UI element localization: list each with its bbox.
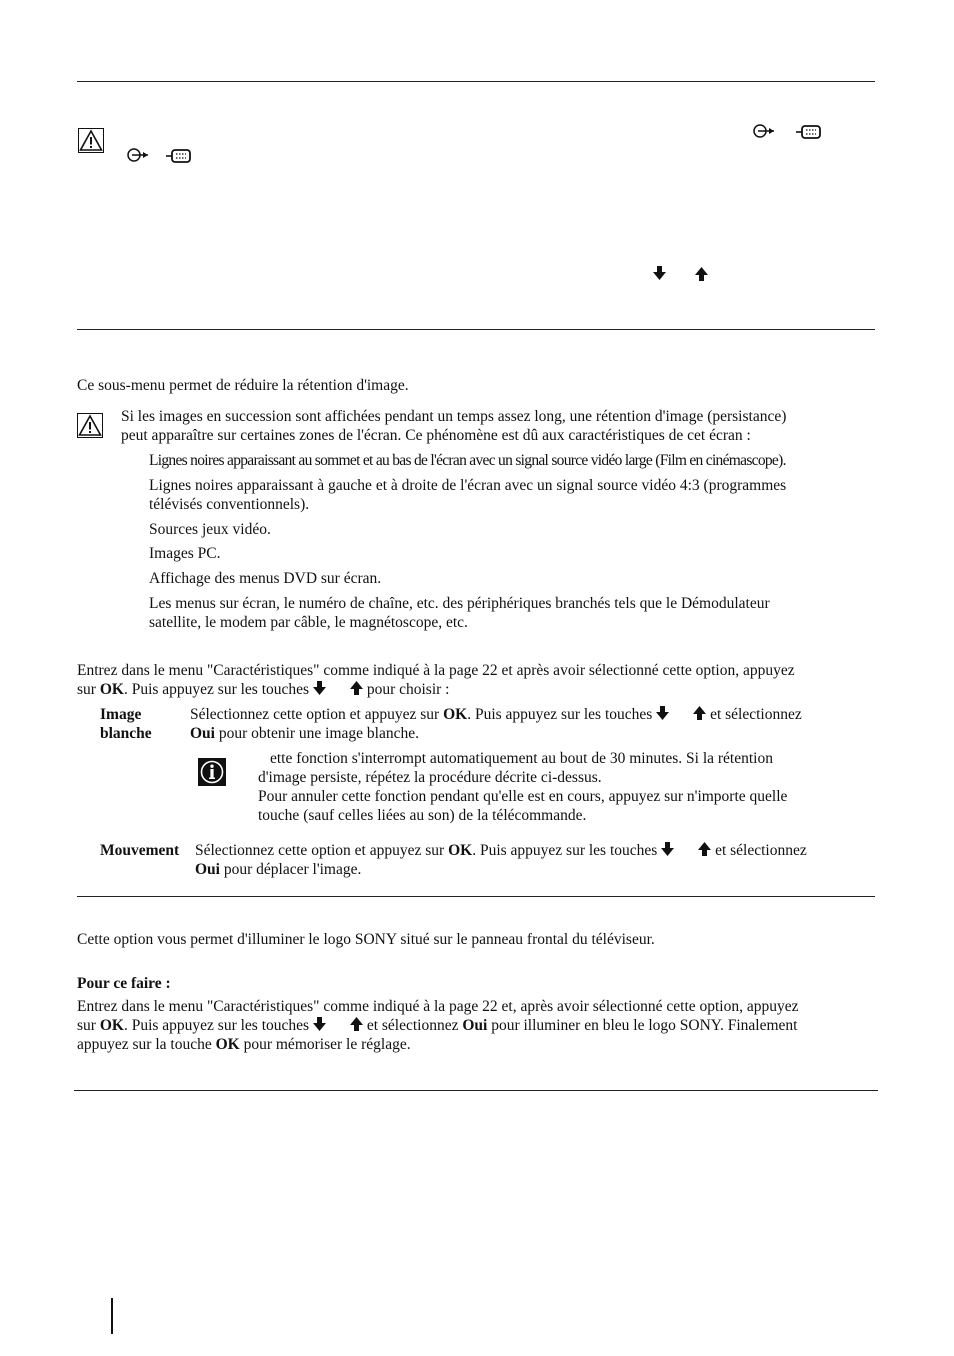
down-arrow-icon [661, 842, 674, 856]
instruction-line: sur OK. Puis appuyez sur les touches pour choisir : [77, 681, 450, 698]
note-line: Pour annuler cette fonction pendant qu'elle est en cours, appuyez sur n'importe quelle [258, 788, 788, 805]
bullet-line: satellite, le modem par câble, le magnétoscope, etc. [149, 614, 468, 631]
bullet-item: Images PC. [149, 545, 221, 562]
warning-icon [78, 128, 104, 153]
page-margin-bar [111, 1298, 113, 1334]
warning-icon [77, 413, 103, 438]
scart-connector-icon [796, 124, 822, 140]
info-note [258, 749, 878, 825]
note-line: touche (sauf celles liées au son) de la télécommande. [258, 807, 587, 824]
option-label-image-blanche: Image blanche [100, 706, 152, 742]
down-arrow-icon [313, 1017, 326, 1031]
ok-key: OK [99, 681, 124, 698]
down-arrow-icon [653, 266, 666, 280]
instruction-paragraph [77, 997, 877, 1054]
bullet-item: Lignes noires apparaissant au sommet et au bas de l'écran avec un signal source vidéo large (Film en cinémascope). [149, 452, 786, 469]
section-intro: Ce sous-menu permet de réduire la rétention d'image. [77, 377, 409, 394]
section-divider-bottom [74, 1090, 878, 1091]
instruction-paragraph [77, 661, 877, 699]
option-desc-mouvement: Sélectionnez cette option et appuyez sur OK. Puis appuyez sur les touches et sélectionnez Oui pour déplacer l'image. [195, 842, 807, 878]
bullet-line: Lignes noires apparaissant à gauche et à droite de l'écran avec un signal source vidéo 4:3 (programmes [149, 477, 787, 494]
instruction-line: Entrez dans le menu "Caractéristiques" comme indiqué à la page 22 et après avoir sélectionné cette option, appuyez [77, 662, 795, 679]
section-divider [77, 329, 875, 330]
down-arrow-icon [313, 681, 326, 695]
bullet-item: Sources jeux vidéo. [149, 521, 271, 538]
down-arrow-icon [656, 706, 669, 720]
bullet-item [149, 476, 879, 514]
section-intro: Cette option vous permet d'illuminer le logo SONY situé sur le panneau frontal du téléviseur. [77, 931, 655, 948]
input-source-icon [126, 147, 150, 163]
up-arrow-icon [693, 706, 706, 720]
option-label-mouvement: Mouvement [100, 842, 180, 859]
up-arrow-icon [350, 1017, 363, 1031]
scart-connector-icon [166, 148, 192, 164]
warning-line: Si les images en succession sont affichées pendant un temps assez long, une rétention d'image (persistance) [121, 408, 787, 425]
info-icon [198, 758, 226, 786]
bullet-item: Affichage des menus DVD sur écran. [149, 570, 382, 587]
up-arrow-icon [695, 267, 708, 281]
up-arrow-icon [698, 842, 711, 856]
how-to-title: Pour ce faire : [77, 975, 171, 992]
instruction-line: Entrez dans le menu "Caractéristiques" comme indiqué à la page 22 et, après avoir sélectionné cette option, appuyez [77, 998, 799, 1015]
instruction-line: appuyez sur la touche OK pour mémoriser le réglage. [77, 1036, 411, 1053]
warning-line: peut apparaître sur certaines zones de l'écran. Ce phénomène est dû aux caractéristiques de cet écran : [121, 427, 751, 444]
warning-text [121, 407, 881, 445]
instruction-line: sur OK. Puis appuyez sur les touches et sélectionnez Oui pour illuminer en bleu le logo SONY. Finalement [77, 1017, 798, 1034]
bullet-line: Les menus sur écran, le numéro de chaîne, etc. des périphériques branchés tels que le Démodulateur [149, 595, 770, 612]
note-line: d'image persiste, répétez la procédure décrite ci-dessus. [258, 769, 602, 786]
section-divider [77, 896, 875, 897]
option-desc-image-blanche: Sélectionnez cette option et appuyez sur OK. Puis appuyez sur les touches et sélectionnez Oui pour obtenir une image blanche. [190, 706, 802, 742]
bullet-line: télévisés conventionnels). [149, 496, 310, 513]
section-divider-top [77, 81, 875, 82]
bullet-item [149, 594, 879, 632]
note-line: ette fonction s'interrompt automatiquement au bout de 30 minutes. Si la rétention [270, 750, 773, 767]
up-arrow-icon [350, 681, 363, 695]
input-source-icon [752, 123, 776, 139]
